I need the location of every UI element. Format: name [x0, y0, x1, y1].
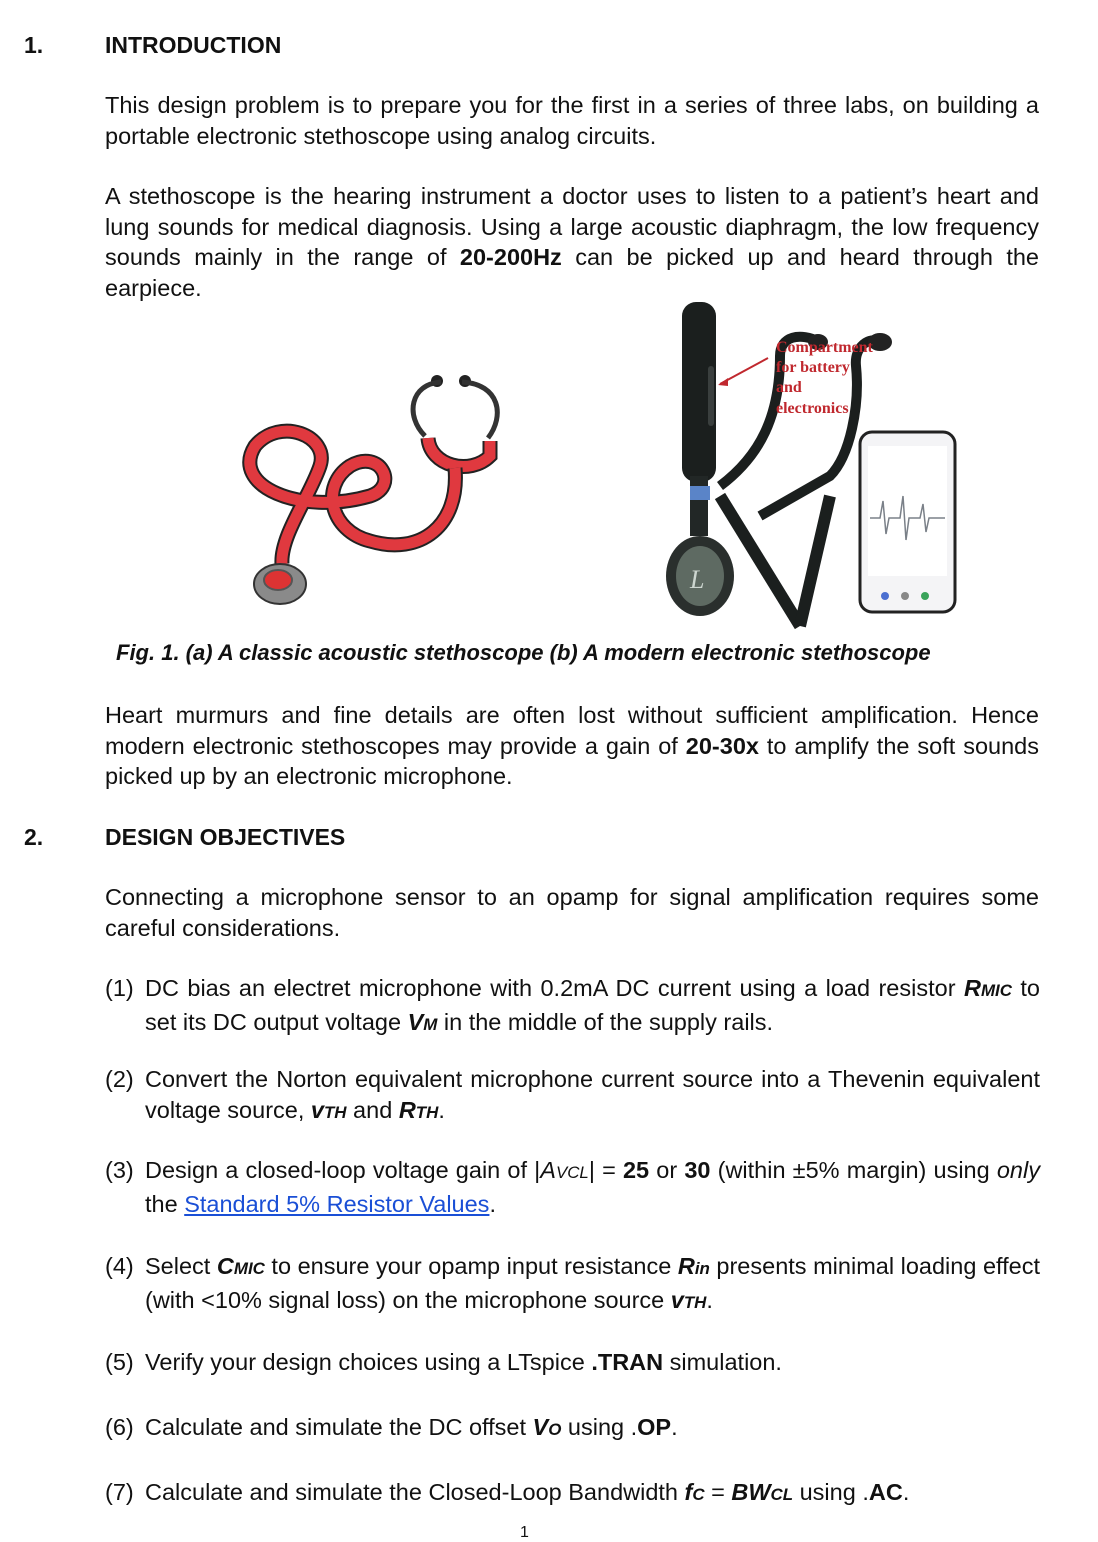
- callout-text-line-4: electronics: [776, 400, 849, 417]
- section-2-title: DESIGN OBJECTIVES: [105, 824, 346, 850]
- intro-paragraph-1: This design problem is to prepare you for the first in a series of three labs, on building a portable electronic stethoscope using analog circuits.: [105, 92, 1039, 149]
- stethoscope-figure: [0, 296, 1098, 638]
- section-1-number: 1.: [24, 32, 44, 58]
- objective-item-5: (5) Verify your design choices using a LTspice .TRAN simulation.: [105, 1349, 782, 1375]
- page-number: 1: [520, 1524, 529, 1541]
- callout-text-line-3: and: [776, 379, 802, 396]
- classic-stethoscope-image: [250, 375, 497, 604]
- section-1-title: INTRODUCTION: [105, 32, 282, 58]
- objective-item-6: (6) Calculate and simulate the DC offset VO using .OP.: [105, 1414, 678, 1440]
- standard-resistor-values-link[interactable]: Standard 5% Resistor Values: [184, 1190, 490, 1217]
- intro-paragraph-2: A stethoscope is the hearing instrument a doctor uses to listen to a patient’s heart and lung sounds for medical diagnosis. Using a large acoustic diaphragm, the low frequency sounds mainly in the range of 20-200Hz can be picked up and heard through the earpiece.: [105, 183, 1039, 301]
- callout-text-line-1: Compartment: [776, 339, 873, 356]
- intro-paragraph-3: Heart murmurs and fine details are often lost without sufficient amplification. Hence modern electronic stethoscopes may provide a gain of 20-30x to amplify the soft sounds picked up by an electronic microphone.: [105, 702, 1039, 789]
- objective-item-2: (2) Convert the Norton equivalent microphone current source into a Thevenin equivalent voltage source, vTH and RTH.: [105, 1066, 1040, 1123]
- objective-item-4: (4) Select CMIC to ensure your opamp input resistance Rin presents minimal loading effect (with <10% signal loss) on the microphone source vTH.: [105, 1253, 1041, 1313]
- callout-text-line-2: for battery: [776, 359, 850, 376]
- section-2-number: 2.: [24, 824, 44, 850]
- objectives-intro: Connecting a microphone sensor to an opamp for signal amplification requires some careful considerations.: [105, 884, 1039, 941]
- objective-item-1: (1) DC bias an electret microphone with 0.2mA DC current using a load resistor RMIC to set its DC output voltage VM in the middle of the supply rails.: [105, 975, 1040, 1035]
- objective-item-7: (7) Calculate and simulate the Closed-Loop Bandwidth fC = BWCL using .AC.: [105, 1479, 910, 1505]
- figure-caption: Fig. 1. (a) A classic acoustic stethoscope (b) A modern electronic stethoscope: [116, 640, 931, 665]
- chest-piece-logo: L: [690, 565, 705, 594]
- objective-item-3: (3) Design a closed-loop voltage gain of |AVCL| = 25 or 30 (within ±5% margin) using only the Standard 5% Resistor Values.: [105, 1157, 1040, 1217]
